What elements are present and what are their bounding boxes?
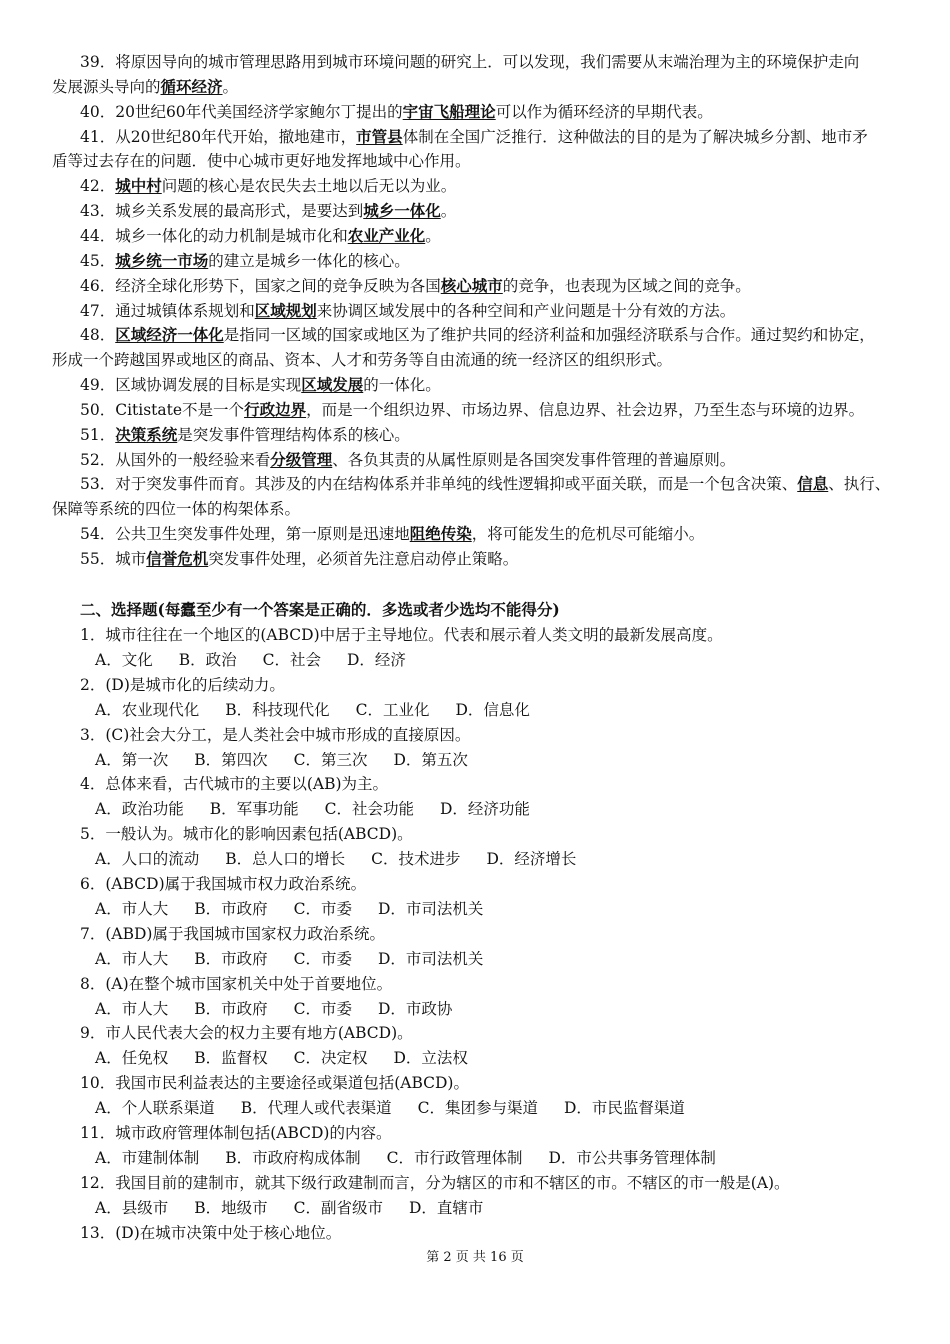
fill-answer: 城乡一体化 <box>363 201 441 221</box>
fill-text: 55．城市 <box>80 550 147 568</box>
fill-item-line <box>80 547 940 571</box>
fill-text: 51． <box>80 425 116 444</box>
option-c: C．市委 <box>293 899 352 918</box>
fill-item-line <box>80 274 940 298</box>
question-options <box>95 748 950 772</box>
question-text: 11．城市政府管理体制包括(ABCD)的内容。 <box>80 1124 392 1142</box>
question-text: 4．总体来看，古代城市的主要以(AB)为主。 <box>80 775 389 794</box>
option-a: A．市人大 <box>95 949 169 968</box>
fill-text: 、执行、 <box>828 475 891 494</box>
question-text: 5．一般认为。城市化的影响因素包括(ABCD)。 <box>80 825 413 844</box>
fill-text: 可以作为循环经济的早期代表。 <box>495 102 713 121</box>
question-options <box>95 648 950 672</box>
fill-item-line <box>80 174 940 198</box>
fill-answer: 决策系统 <box>115 424 178 444</box>
question-text: 8．(A)在整个城市国家机关中处于首要地位。 <box>80 974 393 993</box>
option-c: C．社会 <box>262 650 321 669</box>
fill-text: 47．通过城镇体系规划和 <box>80 301 255 320</box>
fill-item-line <box>80 224 940 248</box>
fill-answer: 信息 <box>797 474 829 494</box>
fill-text: 盾等过去存在的问题．使中心城市更好地发挥地域中心作用。 <box>52 152 471 171</box>
option-d: D．市司法机关 <box>377 899 484 918</box>
fill-text: 41．从20世纪80年代开始，撤地建市， <box>80 127 357 146</box>
question-options <box>95 797 950 821</box>
question-text: 10．我国市民利益表达的主要途径或渠道包括(ABCD)。 <box>80 1074 469 1093</box>
question-text: 7．(ABD)属于我国城市国家权力政治系统。 <box>80 924 385 943</box>
section-title: 二、选择题(每蠹至少有一个答案是正确的．多选或者少选均不能得分) <box>80 600 560 619</box>
fill-text: 54．公共卫生突发事件处理，第一原则是迅速地 <box>80 525 410 544</box>
option-c: C．副省级市 <box>293 1198 383 1217</box>
fill-item-line <box>80 398 940 422</box>
question-text: 12．我国目前的建制市，就其下级行政建制而言，分为辖区的市和不辖区的市。不辖区的市一般是(A)。 <box>80 1173 790 1192</box>
fill-text: 形成一个跨越国界或地区的商品、资本、人才和劳务等自由流通的统一经济区的组织形式。 <box>52 351 673 370</box>
question-options <box>95 1096 950 1120</box>
fill-item-line <box>80 125 940 149</box>
option-b: B．第四次 <box>194 750 268 769</box>
fill-item-line <box>80 50 940 74</box>
fill-text: 42． <box>80 177 116 196</box>
fill-answer: 城中村 <box>115 176 162 196</box>
fill-answer: 区域规划 <box>254 300 317 320</box>
option-c: C．市委 <box>293 949 352 968</box>
fill-answer: 宇宙飞船理论 <box>402 101 496 121</box>
option-d: D．直辖市 <box>408 1198 484 1217</box>
option-b: B．军事功能 <box>209 800 299 819</box>
option-a: A．文化 <box>95 650 153 669</box>
option-b: B．市政府 <box>194 999 268 1018</box>
fill-text: 突发事件处理，必须首先注意启动停止策略。 <box>208 550 519 568</box>
option-b: B．地级市 <box>194 1198 268 1217</box>
fill-text: 。 <box>222 77 239 96</box>
question-options <box>95 947 950 971</box>
option-c: C．决定权 <box>293 1049 368 1068</box>
fill-text: 43．城乡关系发展的最高形式，是要达到 <box>80 202 364 221</box>
option-c: C．集团参与渠道 <box>417 1099 538 1118</box>
option-d: D．经济功能 <box>439 800 530 819</box>
fill-item-line <box>80 100 940 124</box>
page-footer: 第 2 页 共 16 页 <box>426 1250 524 1265</box>
fill-text: 48． <box>80 326 116 345</box>
fill-answer: 城乡统一市场 <box>115 250 209 270</box>
fill-answer: 分级管理 <box>270 449 333 469</box>
fill-item-line <box>80 299 940 323</box>
option-a: A．县级市 <box>95 1198 169 1217</box>
option-c: C．市委 <box>293 999 352 1018</box>
fill-item-line <box>80 423 940 447</box>
question-options <box>95 1046 950 1070</box>
fill-text: 的建立是城乡一体化的核心。 <box>208 251 410 270</box>
fill-item-line <box>80 522 940 546</box>
option-d: D．立法权 <box>393 1049 468 1068</box>
fill-item-line <box>80 373 940 397</box>
fill-item-line <box>80 199 940 223</box>
question-text: 3．(C)社会大分工，是人类社会中城市形成的直接原因。 <box>80 725 471 744</box>
option-c: C．技术进步 <box>371 850 461 869</box>
fill-text: 44．城乡一体化的动力机制是城市化和 <box>80 226 348 245</box>
fill-text: 来协调区域发展中的各种空间和产业问题是十分有效的方法。 <box>316 301 736 320</box>
option-d: D．经济增长 <box>486 850 577 869</box>
fill-text: 是指同一区域的国家或地区为了维护共同的经济利益和加强经济联系与合作。通过契约和协定， <box>223 326 875 345</box>
fill-answer: 循环经济 <box>160 76 223 96</box>
option-b: B．市政府 <box>194 899 268 918</box>
fill-text: 39．将原因导向的城市管理思路用到城市环境问题的研究上．可以发现，我们需要从末端治理为主的环境保护走向 <box>80 53 860 71</box>
question-text: 9．市人民代表大会的权力主要有地方(ABCD)。 <box>80 1024 413 1043</box>
option-c: C．工业化 <box>355 700 430 719</box>
fill-answer: 信誉危机 <box>146 549 209 568</box>
fill-text: 的竞争，也表现为区域之间的竞争。 <box>502 276 751 295</box>
option-d: D．第五次 <box>393 750 468 769</box>
option-d: D．市司法机关 <box>377 949 484 968</box>
option-a: A．第一次 <box>95 750 169 769</box>
option-b: B．代理人或代表渠道 <box>240 1099 392 1118</box>
fill-text: ，而是一个组织边界、市场边界、信息边界、社会边界，乃至生态与环境的边界。 <box>306 400 865 419</box>
option-a: A．农业现代化 <box>95 700 200 719</box>
fill-text: 发展源头导向的 <box>52 77 161 96</box>
option-b: B．市政府 <box>194 949 268 968</box>
fill-text: 、各负其责的从属性原则是各国突发事件管理的普遍原则。 <box>332 450 736 469</box>
fill-item-line <box>80 472 940 496</box>
fill-item-line <box>52 348 912 372</box>
fill-item-line <box>52 75 912 99</box>
option-a: A．人口的流动 <box>95 850 200 869</box>
option-c: C．第三次 <box>293 750 368 769</box>
fill-answer: 区域发展 <box>301 375 364 395</box>
fill-text: 52．从国外的一般经验来看 <box>80 450 271 469</box>
fill-item-line <box>80 323 940 347</box>
fill-text: 保障等系统的四位一体的构架体系。 <box>52 500 301 519</box>
fill-text: 是突发事件管理结构体系的核心。 <box>177 425 410 444</box>
option-d: D．经济 <box>346 650 406 669</box>
fill-text: ，将可能发生的危机尽可能缩小。 <box>471 525 705 544</box>
question-options <box>95 1196 950 1220</box>
fill-text: 49．区域协调发展的目标是实现 <box>80 376 302 395</box>
fill-answer: 阻绝传染 <box>409 524 472 544</box>
option-a: A．市建制体制 <box>95 1148 200 1167</box>
option-a: A．任免权 <box>95 1049 169 1068</box>
fill-item-line <box>80 249 940 273</box>
option-b: B．市政府构成体制 <box>225 1148 361 1167</box>
option-d: D．市政协 <box>377 999 453 1018</box>
question-options <box>95 897 950 921</box>
question-text: 13．(D)在城市决策中处于核心地位。 <box>80 1223 342 1242</box>
option-b: B．政治 <box>178 650 237 669</box>
fill-text: 46．经济全球化形势下，国家之间的竞争反映为各国 <box>80 276 441 295</box>
fill-item-line <box>52 149 912 173</box>
question-text: 2．(D)是城市化的后续动力。 <box>80 675 285 694</box>
question-options <box>95 1146 950 1170</box>
fill-answer: 区域经济一体化 <box>115 325 224 345</box>
option-a: A．市人大 <box>95 999 169 1018</box>
option-b: B．总人口的增长 <box>225 850 346 869</box>
fill-text: 体制在全国广泛推行．这种做法的目的是为了解决城乡分割、地市矛 <box>402 127 868 146</box>
fill-text: 45． <box>80 251 116 270</box>
question-text: 1．城市往往在一个地区的(ABCD)中居于主导地位。代表和展示着人类文明的最新发展高度。 <box>80 626 723 644</box>
fill-text: 50．Citistate不是一个 <box>80 400 245 419</box>
fill-item-line <box>52 497 912 521</box>
option-a: A．市人大 <box>95 899 169 918</box>
option-c: C．市行政管理体制 <box>386 1148 523 1167</box>
fill-item-line <box>80 448 940 472</box>
question-options <box>95 698 950 722</box>
option-d: D．市公共事务管理体制 <box>548 1148 716 1167</box>
question-options <box>95 997 950 1021</box>
option-c: C．社会功能 <box>324 800 414 819</box>
option-a: A．个人联系渠道 <box>95 1099 215 1118</box>
fill-text: 的一体化。 <box>363 376 441 395</box>
fill-text: 。 <box>425 226 441 245</box>
fill-text: 。 <box>440 202 457 221</box>
fill-answer: 核心城市 <box>440 275 503 295</box>
option-d: D．市民监督渠道 <box>563 1099 685 1118</box>
fill-text: 53．对于突发事件而育。其涉及的内在结构体系并非单纯的线性逻辑抑或平面关联，而是一个包含决策、 <box>80 475 798 494</box>
option-d: D．信息化 <box>455 700 530 719</box>
fill-answer: 市管县 <box>356 126 403 146</box>
option-b: B．监督权 <box>194 1049 268 1068</box>
fill-answer: 农业产业化 <box>347 225 426 245</box>
fill-text: 问题的核心是农民失去土地以后无以为业。 <box>161 177 457 196</box>
question-options <box>95 847 950 871</box>
fill-answer: 行政边界 <box>244 399 307 419</box>
option-a: A．政治功能 <box>95 800 184 819</box>
fill-text: 40．20世纪60年代美国经济学家鲍尔丁提出的 <box>80 102 403 121</box>
question-text: 6．(ABCD)属于我国城市权力政治系统。 <box>80 875 367 893</box>
option-b: B．科技现代化 <box>225 700 330 719</box>
